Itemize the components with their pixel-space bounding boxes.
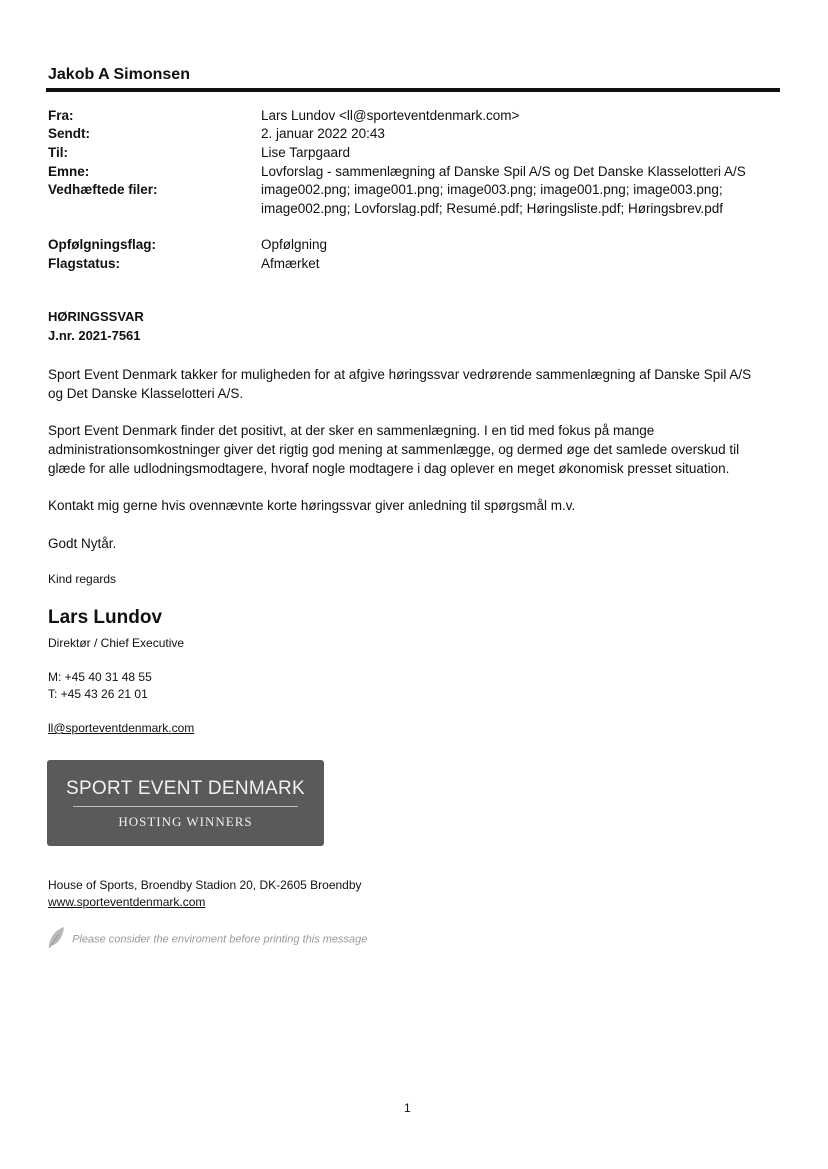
- logo-title: SPORT EVENT DENMARK: [65, 778, 306, 799]
- subject-label: Emne:: [48, 164, 90, 179]
- paragraph-2-line-1: Sport Event Denmark finder det positivt, at der sker en sammenlægning. I en tid med fokus på mange: [48, 423, 655, 438]
- followup-value: Opfølgning: [261, 237, 328, 252]
- company-logo: [47, 760, 324, 846]
- from-value: Lars Lundov <ll@sporteventdenmark.com>: [261, 108, 520, 123]
- body-reference: J.nr. 2021-7561: [48, 328, 141, 343]
- body-heading: HØRINGSSVAR: [48, 309, 144, 324]
- page-number: 1: [404, 1101, 411, 1115]
- logo-subtitle: HOSTING WINNERS: [118, 814, 253, 829]
- from-label: Fra:: [48, 108, 74, 123]
- paragraph-1-line-2: og Det Danske Klasselotteri A/S.: [48, 386, 244, 401]
- environment-note: [47, 926, 367, 953]
- to-value: Lise Tarpgaard: [261, 145, 351, 160]
- subject-value: Lovforslag - sammenlægning af Danske Spil A/S og Det Danske Klasselotteri A/S: [261, 164, 746, 179]
- attachments-line-2: image002.png; Lovforslag.pdf; Resumé.pdf; Høringsliste.pdf; Høringsbrev.pdf: [261, 201, 723, 216]
- company-address: House of Sports, Broendby Stadion 20, DK-2605 Broendby: [48, 878, 362, 892]
- flagstatus-value: Afmærket: [261, 256, 320, 271]
- flagstatus-label: Flagstatus:: [48, 256, 121, 271]
- attachments-label: Vedhæftede filer:: [48, 182, 158, 197]
- regards: Kind regards: [48, 572, 117, 586]
- logo-divider: [73, 806, 298, 807]
- signature-mobile: M: +45 40 31 48 55: [48, 670, 152, 684]
- environment-note-text: Please consider the enviroment before printing this message: [72, 933, 368, 946]
- header-rule: [46, 88, 780, 92]
- document-owner: Jakob A Simonsen: [48, 66, 190, 83]
- paragraph-3: Kontakt mig gerne hvis ovennævnte korte høringssvar giver anledning til spørgsmål m.v.: [48, 498, 576, 513]
- paragraph-1-line-1: Sport Event Denmark takker for muligheden for at afgive høringssvar vedrørende sammenlægning af Danske Spil A/S: [48, 367, 752, 382]
- signature-name: Lars Lundov: [48, 607, 163, 628]
- sent-value: 2. januar 2022 20:43: [261, 126, 385, 141]
- followup-label: Opfølgningsflag:: [48, 237, 156, 252]
- to-label: Til:: [48, 145, 68, 160]
- paragraph-2-line-2: administrationsomkostninger giver det rigtig god mening at sammenlægge, og dermed øge det samlede overskud til: [48, 442, 740, 457]
- leaf-icon: [47, 926, 65, 953]
- sent-label: Sendt:: [48, 126, 90, 141]
- attachments-line-1: image002.png; image001.png; image003.png; image001.png; image003.png;: [261, 182, 723, 197]
- signature-email-link[interactable]: ll@sporteventdenmark.com: [48, 721, 195, 735]
- paragraph-2-line-3: glæde for alle udlodningsmodtagere, hvoraf nogle modtagere i dag oplever en meget økonomisk presset situation.: [48, 461, 730, 476]
- signature-phone: T: +45 43 26 21 01: [48, 687, 148, 701]
- signature-title: Direktør / Chief Executive: [48, 636, 185, 650]
- greeting: Godt Nytår.: [48, 536, 117, 551]
- company-website-link[interactable]: www.sporteventdenmark.com: [48, 895, 206, 909]
